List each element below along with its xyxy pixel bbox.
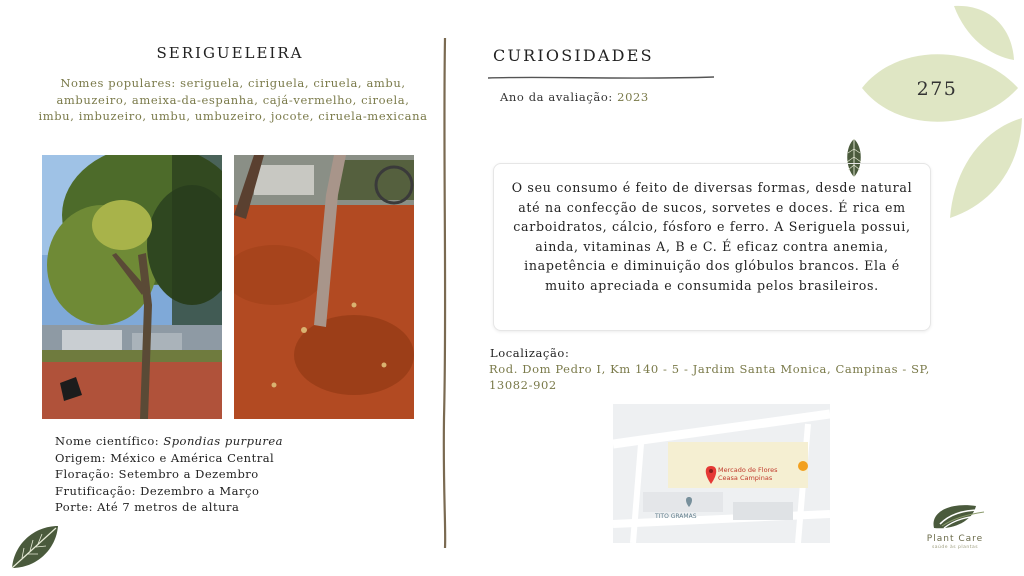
size: Porte: Até 7 metros de altura xyxy=(55,500,240,514)
origin: Origem: México e América Central xyxy=(55,450,275,465)
location-label: Localização: xyxy=(490,346,570,360)
scientific-name: Spondias purpurea xyxy=(163,434,284,448)
location-address: Rod. Dom Pedro I, Km 140 - 5 - Jardim Santa Monica, Campinas - SP, 13082-902 xyxy=(489,362,930,392)
year-value: 2023 xyxy=(617,90,649,104)
curiosities-text: O seu consumo é feito de diversas formas, desde natural até na confecção de sucos, sorvetes e doces. É rica em carboidratos, cálcio, fósforo e ferro. A Seriguela possui, ainda, vitaminas A, B e C. É eficaz contra anemia, inapetência e diminuição dos glóbulos brancos. Ela é muito apreciada e consumida pelos brasileiros. xyxy=(511,180,913,293)
curiosities-textbox xyxy=(493,163,931,331)
column-divider xyxy=(440,38,450,548)
leaf-decoration-icon xyxy=(8,522,62,572)
plant-info xyxy=(55,433,283,516)
year-label: Ano da avaliação: xyxy=(500,90,613,104)
fruiting: Frutificação: Dezembro a Março xyxy=(55,483,260,498)
page-number: 275 xyxy=(916,78,958,100)
popular-names: Nomes populares: seriguela, ciriguela, ciruela, ambu, ambuzeiro, ameixa-da-espanha, cajá-vermelho, ciroela, imbu, imbuzeiro, umbu, umbuzeiro, jocote, ciruela-mexicana xyxy=(38,76,428,123)
brand-tagline: saúde às plantas xyxy=(931,545,979,550)
scientific-name-line xyxy=(55,433,283,450)
location-map[interactable] xyxy=(613,404,830,543)
map-pin-label-2: Ceasa Campinas xyxy=(718,474,773,482)
plant-title: SERIGUELEIRA xyxy=(156,44,304,62)
tree-photo-2 xyxy=(234,155,414,419)
title-underline xyxy=(488,67,714,75)
map-pin-label-1: Mercado de Flores xyxy=(718,466,778,474)
evaluation-year xyxy=(500,90,649,104)
brand-name: Plant Care xyxy=(926,534,984,544)
tree-photo-1 xyxy=(42,155,222,419)
scientific-label: Nome científico: xyxy=(55,434,164,448)
curiosities-title: CURIOSIDADES xyxy=(493,46,654,65)
map-place-label: TITO GRAMAS xyxy=(655,513,697,520)
flowering: Floração: Setembro a Dezembro xyxy=(55,467,259,481)
